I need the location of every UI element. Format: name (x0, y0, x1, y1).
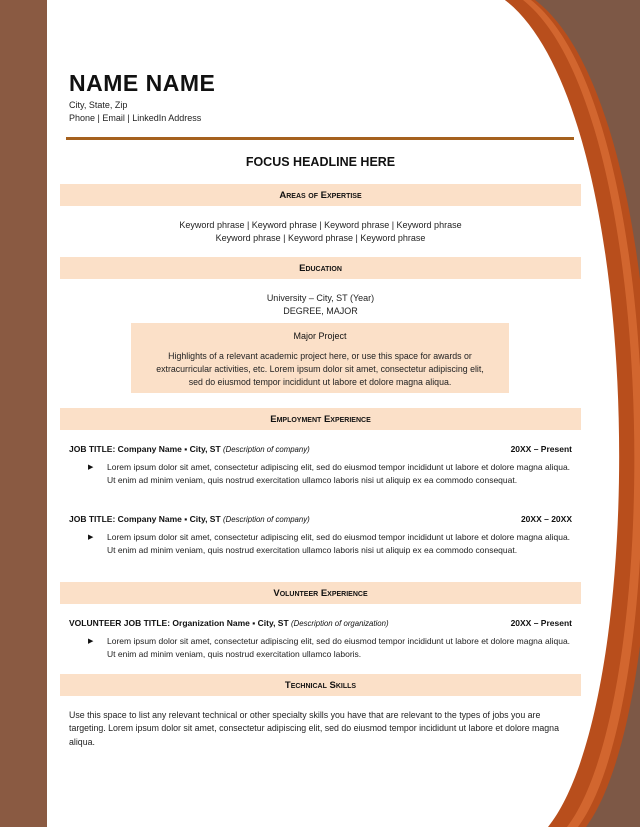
company-description: (Description of company) (223, 515, 310, 524)
major-project-title: Major Project (293, 331, 347, 341)
job-title: JOB TITLE: Company Name (69, 444, 182, 454)
bullet-arrow-icon: ▶ (88, 638, 94, 645)
expertise-keywords-line-2: Keyword phrase | Keyword phrase | Keyword phrase (215, 233, 426, 243)
job-location: City, ST (189, 444, 221, 454)
organization-description: (Description of organization) (291, 619, 389, 628)
section-heading-technical: Technical Skills (60, 674, 581, 696)
job-line (69, 514, 572, 527)
section-heading-expertise: Areas of Expertise (60, 184, 581, 206)
expertise-keywords-line-1: Keyword phrase | Keyword phrase | Keyword phrase | Keyword phrase (179, 220, 462, 230)
job-title: JOB TITLE: Company Name (69, 514, 182, 524)
company-description: (Description of company) (223, 445, 310, 454)
major-project-text: Highlights of a relevant academic project here, or use this space for awards or extracurricular activities, etc. Lorem ipsum dolor sit amet, consectetur adipiscing elit, sed do eiusmod tempor incididunt ut labore et dolore magna aliqua. (156, 351, 484, 387)
separator-icon: ▪ (184, 514, 188, 524)
job-bullet: Lorem ipsum dolor sit amet, consectetur adipiscing elit, sed do eiusmod tempor incididunt ut labore et dolore magna aliqua. Ut enim ad minim veniam, quis nostrud exercitation ullamco laboris nisi ut aliquip ex ea commodo consequat. (107, 462, 571, 486)
bullet-arrow-icon: ▶ (88, 464, 94, 471)
job-dates: 20XX – Present (510, 444, 572, 454)
section-heading-employment: Employment Experience (60, 408, 581, 430)
major-project-box (131, 323, 509, 393)
contact-line: Phone | Email | LinkedIn Address (69, 113, 202, 123)
volunteer-dates: 20XX – Present (510, 618, 572, 628)
location-line: City, State, Zip (69, 100, 128, 110)
job-location: City, ST (189, 514, 221, 524)
volunteer-job-title: VOLUNTEER JOB TITLE: Organization Name (69, 618, 250, 628)
education-degree: DEGREE, MAJOR (283, 306, 358, 316)
separator-icon: ▪ (184, 444, 188, 454)
job-line (69, 444, 572, 457)
header-divider (66, 137, 574, 140)
job-dates: 20XX – 20XX (520, 514, 572, 524)
focus-headline: FOCUS HEADLINE HERE (245, 155, 396, 169)
volunteer-job-line (69, 618, 572, 631)
job-bullet: Lorem ipsum dolor sit amet, consectetur adipiscing elit, sed do eiusmod tempor incididunt ut labore et dolore magna aliqua. Ut enim ad minim veniam, quis nostrud exercitation ullamco laboris nisi ut aliquip ex ea commodo consequat. (107, 532, 571, 556)
section-heading-education: Education (60, 257, 581, 279)
section-heading-volunteer: Volunteer Experience (60, 582, 581, 604)
technical-skills-text: Use this space to list any relevant technical or other specialty skills you have that are relevant to the types of jobs you are targeting. Lorem ipsum dolor sit amet, consectetur adipiscing elit, sed do eiusmod tempor incididunt ut labore et dolore magna aliqua. (69, 710, 559, 747)
education-university: University – City, ST (Year) (266, 293, 375, 303)
volunteer-location: City, ST (257, 618, 289, 628)
bullet-arrow-icon: ▶ (88, 534, 94, 541)
candidate-name: NAME NAME (69, 70, 216, 96)
volunteer-bullet: Lorem ipsum dolor sit amet, consectetur adipiscing elit, sed do eiusmod tempor incididunt ut labore et dolore magna aliqua. Ut enim ad minim veniam, quis nostrud exercitation ullamco laboris. (107, 636, 571, 660)
separator-icon: ▪ (252, 618, 256, 628)
